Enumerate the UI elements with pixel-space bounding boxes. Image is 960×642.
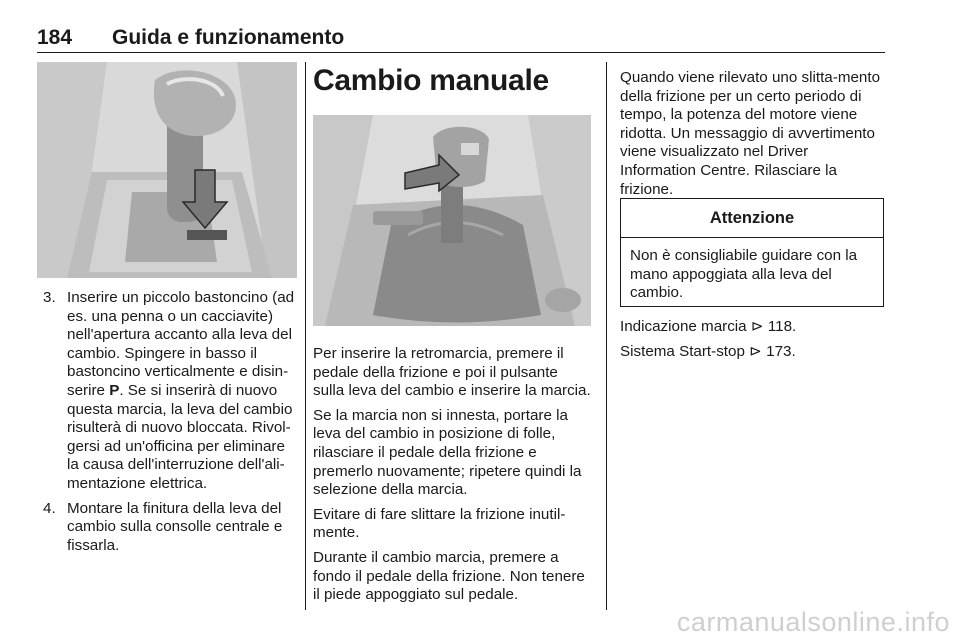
right-column-intro — [620, 69, 888, 205]
list-item — [43, 289, 299, 494]
step-text-continued: . Se si inserirà di nuovo questa marcia, la leva del cambio risulterà di nuovo bloccata. Rivol-gersi ad un'officina per eliminare la causa dell'interruzione dell'ali-mentazione elettrica. — [67, 381, 293, 492]
column-divider-right — [606, 62, 607, 610]
reference-gear-indicator[interactable] — [620, 318, 888, 337]
notice-body: Non è consigliabile guidare con la mano appoggiata alla leva del cambio. — [630, 247, 858, 302]
section-title: Cambio manuale — [313, 64, 549, 97]
notice-box — [620, 198, 884, 307]
page-number: 184 — [37, 26, 73, 49]
reference-page: 173. — [766, 342, 796, 360]
reference-start-stop[interactable] — [620, 343, 888, 362]
page-ref-icon: ⊳ — [749, 342, 762, 360]
page-ref-icon: ⊳ — [750, 318, 764, 335]
step-text: Montare la finitura della leva del cambio sulla consolle centrale e fissarla. — [67, 499, 283, 554]
paragraph-clutch-slip: Evitare di fare slittare la frizione inutil-mente. — [313, 505, 566, 542]
watermark: carmanualsonline.info — [676, 607, 950, 637]
paragraph-gear-not-engaging: Se la marcia non si innesta, portare la leva del cambio in posizione di folle, rilasciare il pedale della frizione e premerlo nuovamente; ripetere quindi la selezione della marcia. — [313, 406, 582, 499]
left-column — [43, 289, 299, 561]
paragraph-reverse-gear: Per inserire la retromarcia, premere il pedale della frizione e poi il pulsante sulla leva del cambio e inserire la marcia. — [313, 345, 591, 400]
column-divider-left — [305, 62, 306, 610]
step-list — [43, 289, 299, 555]
figure-manual-gear-lever — [313, 115, 591, 326]
paragraph-clutch-warning: Quando viene rilevato uno slitta-mento della frizione per un certo periodo di tempo, la potenza del motore viene ridotta. Un messaggio di avvertimento viene visualizzato nel Driver Information Centre. Rilasciare la frizione. — [620, 69, 881, 198]
references — [620, 318, 888, 367]
step-text: Inserire un piccolo bastoncino (ad es. una penna o un cacciavite) nell'apertura accanto alla leva del cambio. Spingere in basso il bastoncino verticalmente e disin-serire — [67, 289, 295, 399]
paragraph-clutch-pedal: Durante il cambio marcia, premere a fondo il pedale della frizione. Non tenere il piede appoggiato sul pedale. — [313, 548, 585, 604]
gear-position-p: P — [109, 381, 120, 399]
step-number: 4. — [43, 499, 56, 517]
step-number: 3. — [43, 289, 56, 306]
reference-label: Indicazione marcia — [620, 318, 747, 335]
figure-selector-lever — [37, 62, 297, 278]
reference-page: 118. — [767, 318, 797, 335]
reference-label: Sistema Start-stop — [620, 342, 745, 360]
header-title: Guida e funzionamento — [112, 26, 345, 49]
header-rule — [37, 52, 885, 53]
list-item — [43, 500, 299, 556]
middle-column — [313, 345, 593, 611]
notice-heading: Attenzione — [621, 199, 883, 238]
